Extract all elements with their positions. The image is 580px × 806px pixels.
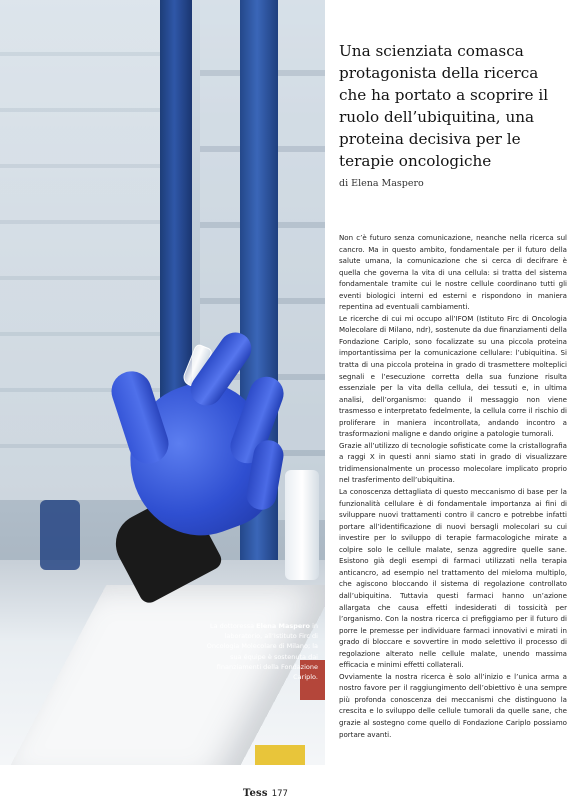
lab-container [40,500,80,570]
article-headline: Una scienziata comasca protagonista della ricerca che ha portato a scoprire il ruolo dell’ubiquitina, una proteina decisiva per le terapie oncologiche [339,42,549,170]
blue-pillar-right [240,0,278,640]
article-paragraph: La conoscenza dettagliata di questo meccanismo di base per la funzionalità cellulare è di fondamentale importanza ai fini di sviluppare nuovi trattamenti contro il cancro e potrebbe infatti portare all’identificazione di nuovi bersagli molecolari su cui investire per lo sviluppo di terapie farmacologiche mirate a colpire solo le cellule malate, senza aggredire quelle sane. Esistono già degli esempi di farmaci utilizzati nella terapia anticancro, ad esempio nel trattamento del mieloma multiplo, che agiscono bloccando il sistema di regolazione controllato dall’ubiquitina. Tuttavia questi farmaci hanno un’azione allargata che causa effetti indesiderati di tossicità per l’organismo. Con la nostra ricerca ci prefiggiamo per il futuro di porre le premesse per individuare farmaci innovativi e mirati in grado di bloccare e sovvertire in modo selettivo il processo di regolazione alterato nelle cellule malate, unendo massima efficacia e minimi effetti collaterali. [339,487,567,670]
article-paragraph: Non c’è futuro senza comunicazione, neanche nella ricerca sul cancro. Ma in questo ambito, fondamentale per il futuro della salute umana, la comunicazione che si cerca di decifrare è quella che governa la vita di una cellula: si tratta del sistema fondamentale tramite cui le nostre cellule coordinano tutti gli eventi biologici interni ed esterni e rispondono in maniera repentina ad eventuali cambiamenti. [339,233,567,312]
photo-caption [196,621,318,682]
article-paragraph: Le ricerche di cui mi occupo all’IFOM (Istituto Firc di Oncologia Molecolare di Milano, ndr), sostenute da due finanziamenti della Fondazione Cariplo, sono focalizzate su una piccola proteina importantissima per la comunicazione cellulare: l’ubiquitina. Si tratta di una piccola proteina in grado di trasmettere molteplici segnali e l’esecuzione corretta della sua funzione risulta essenziale per la vita della cellula, dei tessuti e, in ultima analisi, dell’organismo: quando il messaggio non viene trasmesso e interpretato fedelmente, la cellula corre il rischio di proliferare in maniera incontrollata, andando incontro a trasformazioni maligne e dando origine a patologie tumorali. [339,313,567,439]
caption-rest: in laboratorio, all’Istituto Firc di Oncologia Molecolare di Milano; la sua équipe è sostenuta dai finanziamenti della Fondazione Cariplo. [206,622,318,682]
article-byline: di Elena Maspero [339,178,424,189]
article-paragraph: Ovviamente la nostra ricerca è solo all’inizio e l’unica arma a nostro favore per il raggiungimento dell’obiettivo è una sempre più profonda conoscenza dei meccanismi che distinguono la crescita e lo sviluppo delle cellule tumorali da quelle sane, che grazie al sostegno come quello di Fondazione Cariplo possiamo portare avanti. [339,671,567,739]
caption-name: Elena Maspero [256,622,310,630]
article-paragraph: Grazie all’utilizzo di tecnologie sofisticate come la cristallografia a raggi X in questi anni siamo stati in grado di visualizzare tridimensionalmente un processo molecolare implicato proprio nel trasferimento dell’ubiquitina. [339,440,567,485]
yellow-object [255,745,305,765]
article-body [339,232,567,740]
page-footer [243,781,288,800]
magazine-name: Tess [243,788,268,799]
caption-lead: La dottoressa [209,622,255,630]
page-number: 177 [271,789,288,799]
lab-bottle [285,470,319,580]
